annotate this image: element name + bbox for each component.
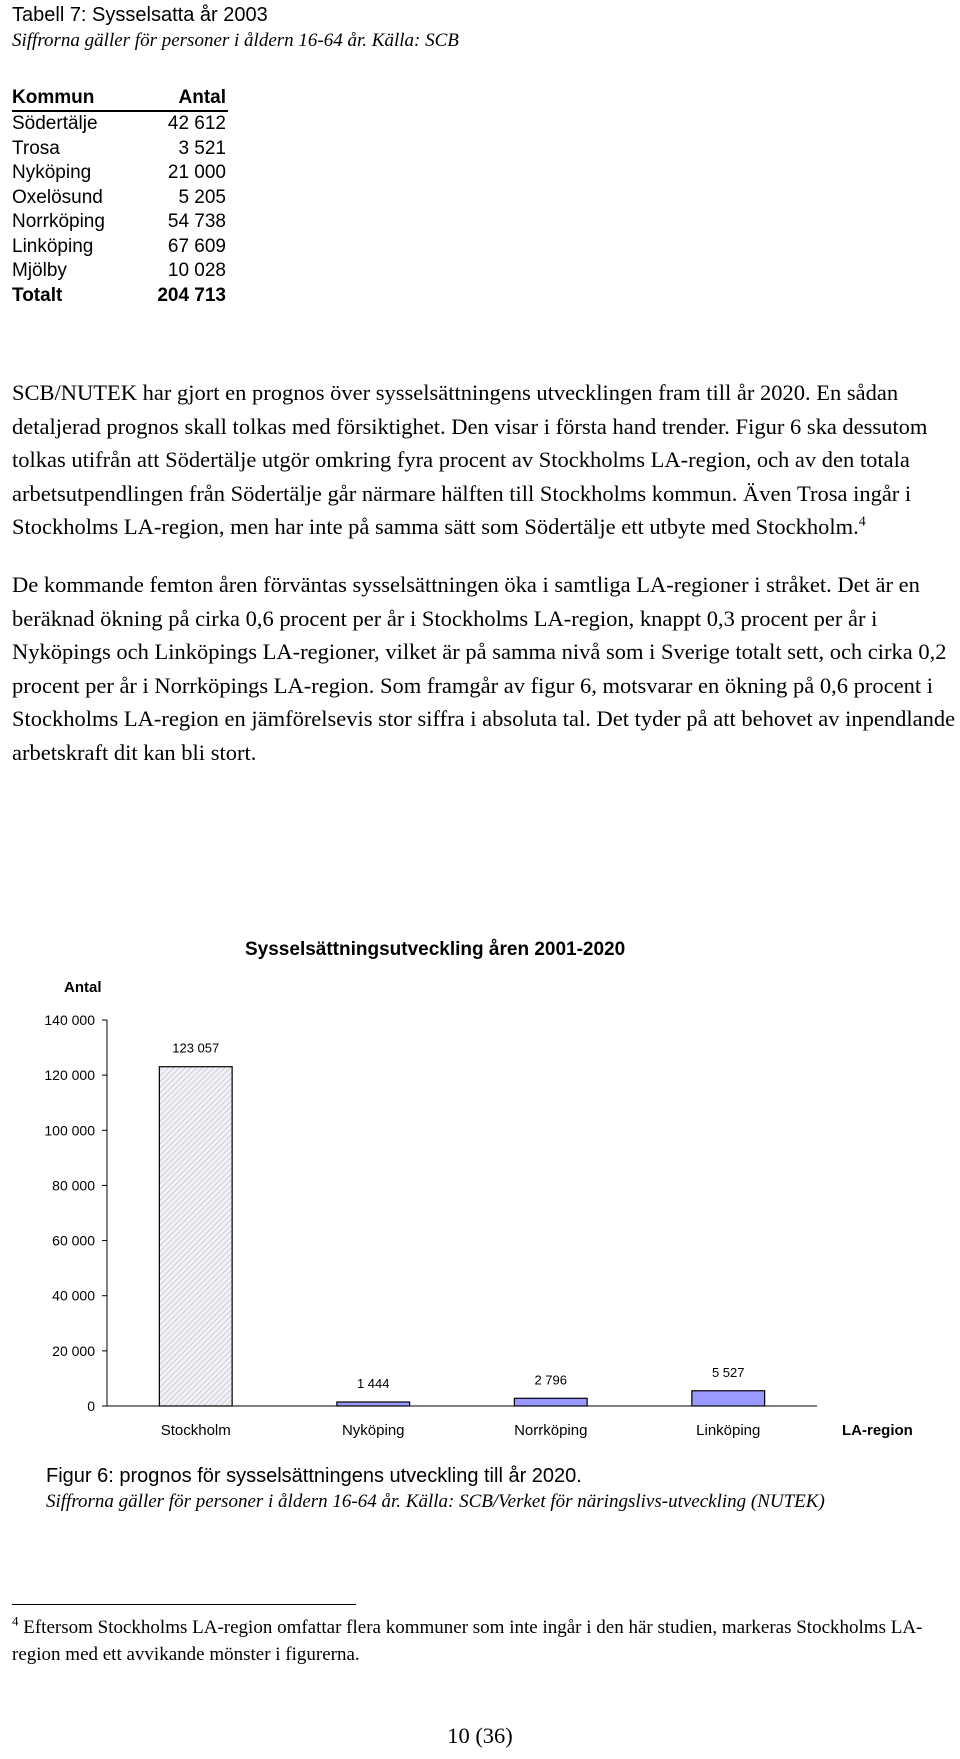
y-tick-label: 0 xyxy=(87,1398,95,1414)
cell-antal: 54 738 xyxy=(167,211,226,232)
bar-link-ping xyxy=(692,1391,765,1406)
y-tick-label: 100 000 xyxy=(44,1122,95,1139)
cell-antal: 67 609 xyxy=(167,235,226,257)
y-tick-label: 140 000 xyxy=(44,1012,95,1028)
cell-antal: 42 612 xyxy=(167,113,226,134)
employment-chart xyxy=(0,930,960,1450)
bar-stockholm xyxy=(159,1067,232,1406)
table-subtitle: Siffrorna gäller för personer i åldern 16-64 år. Källa: SCB xyxy=(12,30,459,51)
cell-antal: 21 000 xyxy=(167,162,226,183)
data-label: 123 057 xyxy=(172,1040,220,1056)
table-title: Tabell 7: Sysselsatta år 2003 xyxy=(12,4,268,26)
cell-antal: 3 521 xyxy=(178,137,226,159)
category-label: Stockholm xyxy=(160,1422,231,1439)
cell-kommun: Nyköping xyxy=(12,162,92,183)
paragraph-2: De kommande femton åren förväntas sysselsättningen öka i samtliga LA-regioner i stråket. Det är en beräknad ökning på cirka 0,6 procent per år i Stockholms LA-region, knappt 0,3 procent per år i Nyköpings och Linköpings LA-regioner, vilket är på samma nivå som i Sverige totalt sett, och cirka 0,2 procent per år i Norrköpings LA-region. Som framgår av figur 6, motsvarar en ökning på 0,6 procent i Stockholms LA-region en jämförelsevis stor siffra i absoluta tal. Det tyder på att behovet av inpendlande arbetskraft dit kan bli stort. xyxy=(12,571,956,765)
table-row xyxy=(12,235,228,260)
footnote xyxy=(12,1614,942,1668)
figure-subtitle: Siffrorna gäller för personer i åldern 16-64 år. Källa: SCB/Verket för näringslivs-utveckling (NUTEK) xyxy=(46,1491,825,1512)
body-text xyxy=(12,376,958,770)
table-row xyxy=(12,186,228,211)
chart-title: Sysselsättningsutveckling åren 2001-2020 xyxy=(245,939,626,960)
page-number: 10 (36) xyxy=(447,1723,513,1748)
table-row xyxy=(12,137,228,162)
y-tick-label: 80 000 xyxy=(52,1177,95,1194)
cell-kommun: Södertälje xyxy=(12,113,98,134)
bar-norrk-ping xyxy=(514,1398,587,1406)
table-total-row xyxy=(12,284,228,309)
y-axis-label: Antal xyxy=(64,979,102,996)
bars xyxy=(159,1041,764,1439)
footnote-ref: 4 xyxy=(858,514,866,530)
y-ticks xyxy=(44,1012,107,1414)
cell-total-value: 204 713 xyxy=(157,284,226,306)
paragraph-1-text: SCB/NUTEK har gjort en prognos över sysselsättningens utvecklingen fram till år 2020. En sådan detaljerad prognos skall tolkas med försiktighet. Den visar i första hand trender. Figur 6 ska dessutom tolkas utifrån att Södertälje utgör omkring fyra procent av Stockholms LA-region, och av den totala arbetsutpendlingen från Södertälje går närmare hälften till Stockholms kommun. Även Trosa ingår i Stockholms LA-region, men har inte på samma sätt som Södertälje ett utbyte med Stockholm. xyxy=(12,380,928,540)
data-label: 5 527 xyxy=(711,1364,745,1380)
footnote-marker: 4 xyxy=(12,1613,19,1629)
table-row xyxy=(12,259,228,284)
table-header-row xyxy=(12,86,228,111)
data-label: 1 444 xyxy=(356,1376,390,1392)
category-label: Norrköping xyxy=(514,1422,588,1439)
figure-title: Figur 6: prognos för sysselsättningens utveckling till år 2020. xyxy=(46,1465,582,1487)
cell-kommun: Oxelösund xyxy=(12,186,103,208)
table-row xyxy=(12,161,228,186)
cell-antal: 5 205 xyxy=(178,186,226,208)
footnote-divider xyxy=(12,1604,356,1605)
cell-total-label: Totalt xyxy=(12,284,63,306)
table-caption xyxy=(12,2,912,54)
header-antal: Antal xyxy=(135,86,228,111)
x-axis-label: LA-region xyxy=(842,1422,913,1439)
y-tick-label: 40 000 xyxy=(52,1287,95,1304)
header-kommun: Kommun xyxy=(12,86,135,111)
figure-caption xyxy=(46,1463,926,1515)
table-row xyxy=(12,210,228,235)
cell-kommun: Linköping xyxy=(12,235,94,257)
category-label: Linköping xyxy=(696,1422,761,1439)
paragraph-1 xyxy=(12,376,958,544)
data-label: 2 796 xyxy=(534,1372,568,1388)
employment-table xyxy=(12,86,228,308)
footnote-text: Eftersom Stockholms LA-region omfattar flera kommuner som inte ingår i den här studien, markeras Stockholms LA-region med ett avvikande mönster i figurerna. xyxy=(12,1617,923,1665)
table-row xyxy=(12,111,228,137)
y-tick-label: 60 000 xyxy=(52,1232,95,1249)
cell-kommun: Mjölby xyxy=(12,260,67,281)
y-tick-label: 120 000 xyxy=(44,1067,95,1084)
category-label: Nyköping xyxy=(341,1422,405,1439)
cell-antal: 10 028 xyxy=(167,260,226,281)
y-tick-label: 20 000 xyxy=(52,1342,95,1359)
cell-kommun: Norrköping xyxy=(12,211,105,232)
bar-nyk-ping xyxy=(337,1402,410,1406)
cell-kommun: Trosa xyxy=(12,137,60,159)
